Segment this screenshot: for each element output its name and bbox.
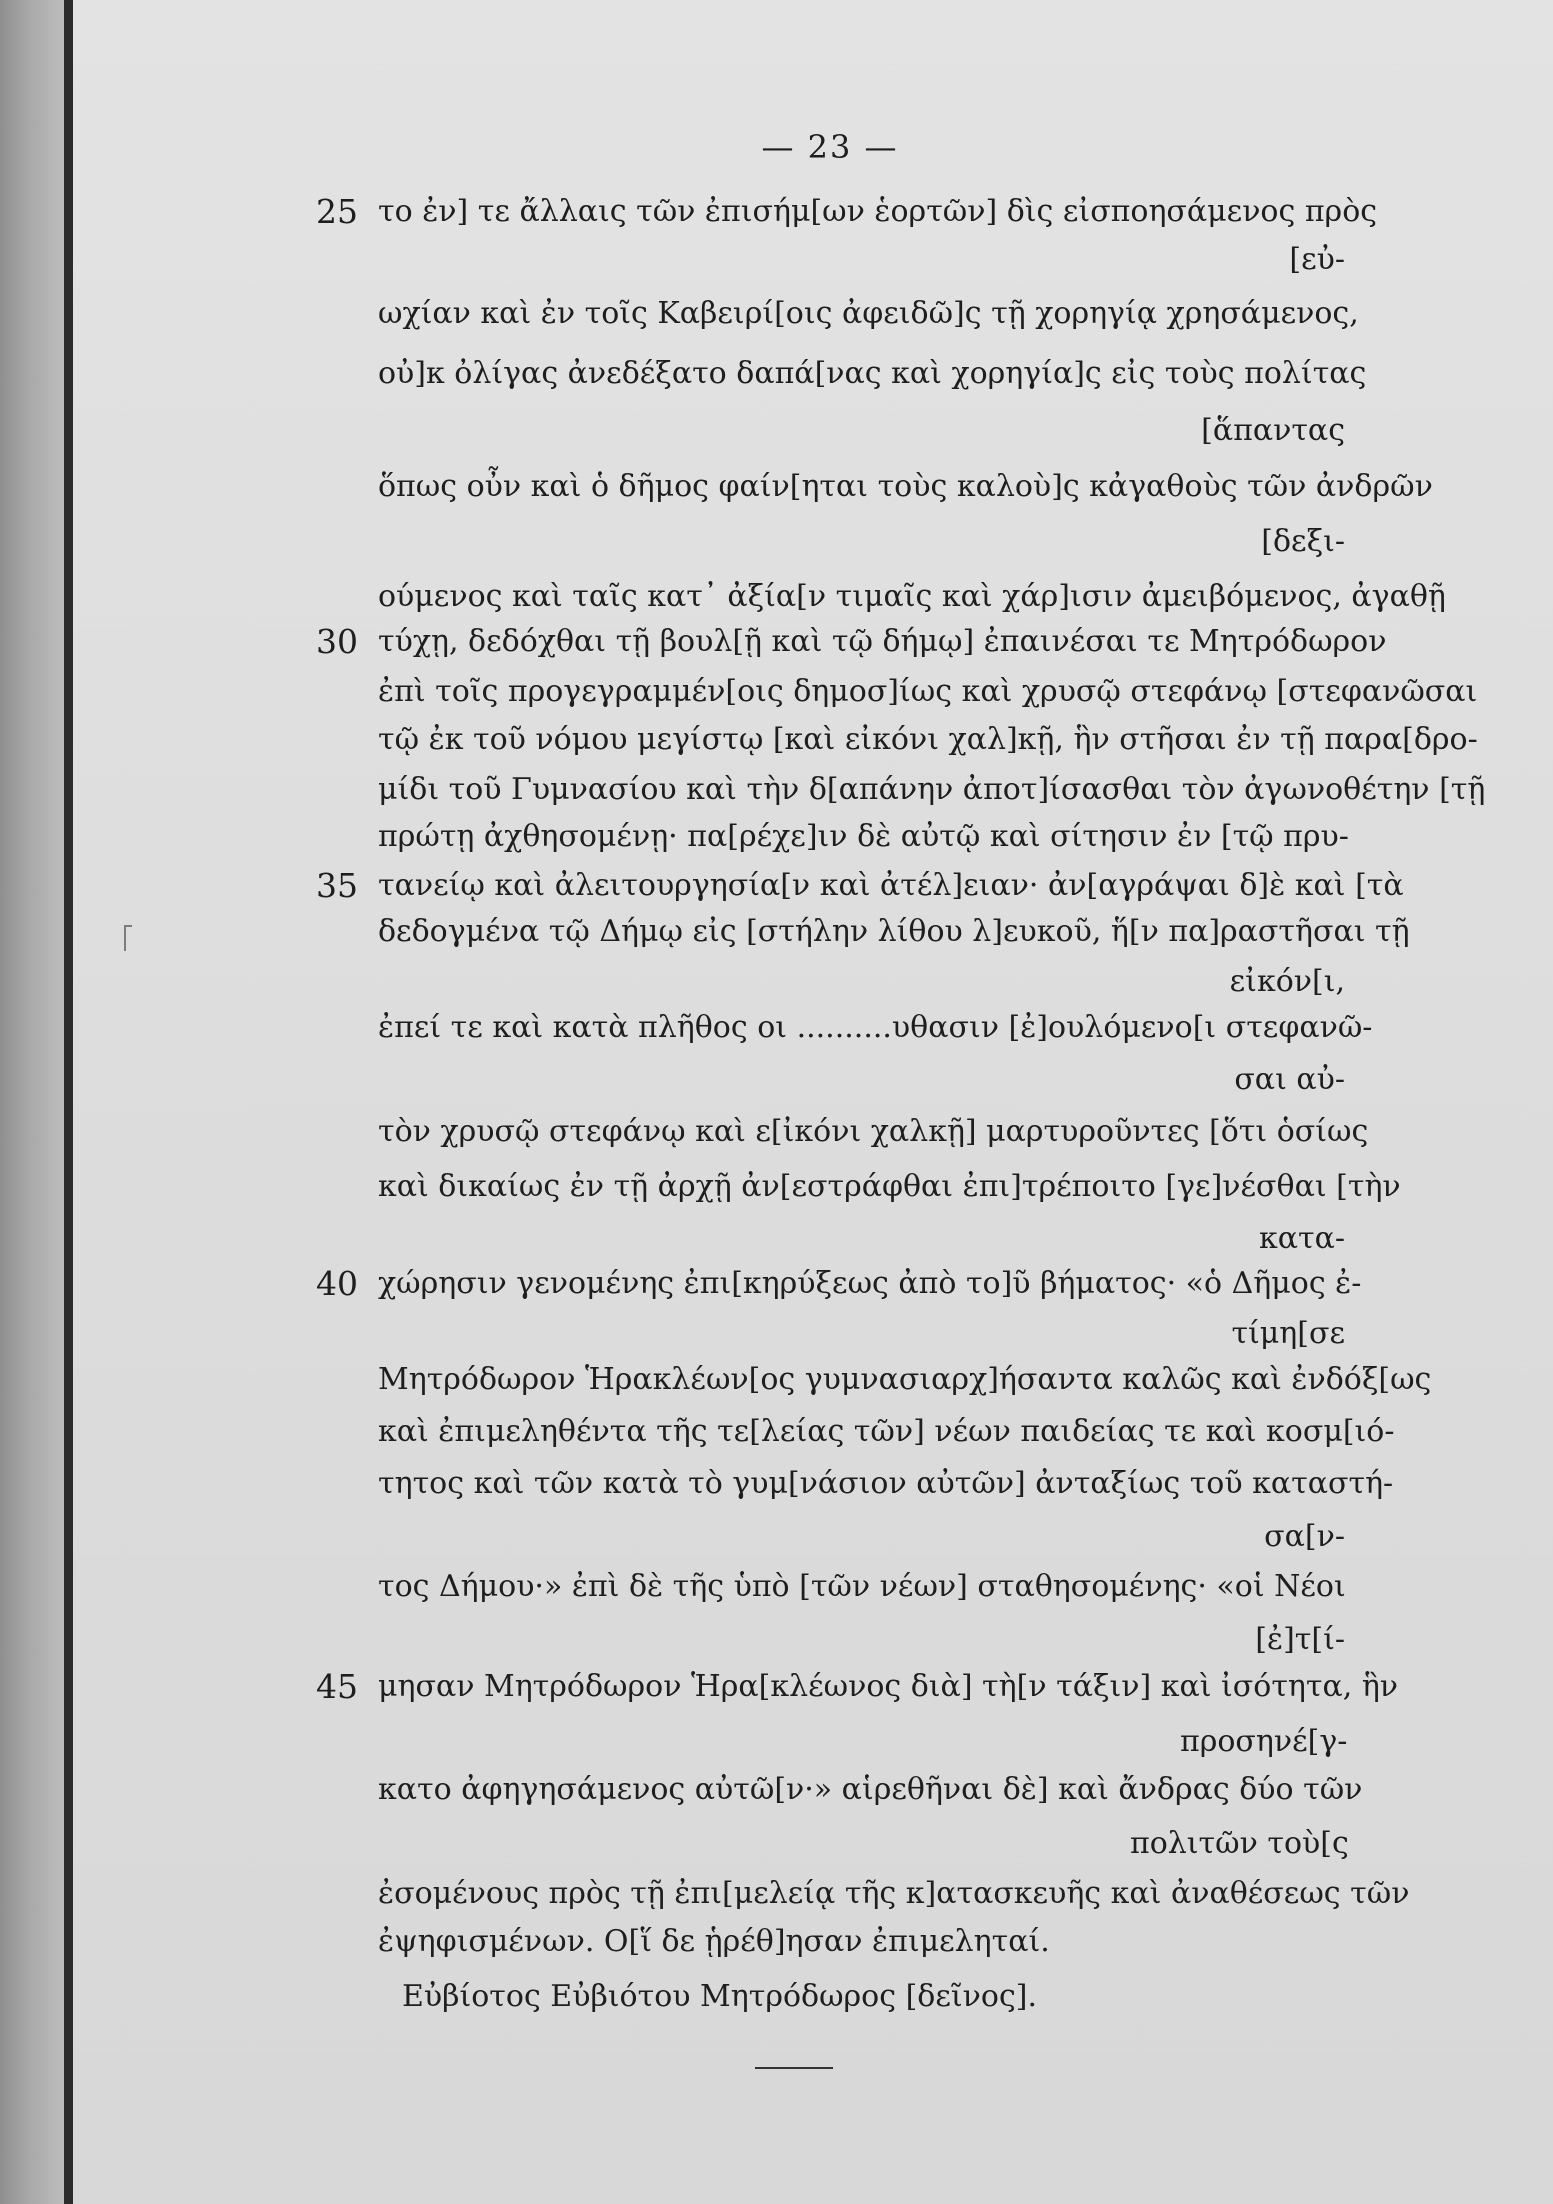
line-text: σαι αὐ-	[1234, 1062, 1345, 1097]
line-text: [εὐ-	[1289, 242, 1345, 277]
line-text: εἰκόν[ι,	[1229, 964, 1345, 999]
line-text: [ἐ]τ[ί-	[1255, 1622, 1345, 1657]
line-text: τητος καὶ τῶν κατὰ τὸ γυμ[νάσιον αὐτῶν] ἀνταξίως τοῦ καταστή-	[378, 1466, 1394, 1501]
line-text: τῷ ἐκ τοῦ νόμου μεγίστῳ [καὶ εἰκόνι χαλ]κῇ, ἣν στῆσαι ἐν τῇ παρα[δρο-	[378, 722, 1478, 757]
line-text: ἐψηφισμένων. Ο[ἵ δε ᾑρέθ]ησαν ἐπιμεληταί.	[378, 1924, 1050, 1959]
text-line	[0, 1358, 1553, 1418]
text-line	[0, 1920, 1553, 1980]
text-line	[0, 1006, 1553, 1066]
line-text: τύχῃ, δεδόχθαι τῇ βουλ[ῇ καὶ τῷ δήμῳ] ἐπαινέσαι τε Μητρόδωρον	[378, 624, 1387, 659]
line-text: σα[ν-	[1264, 1519, 1345, 1554]
text-line	[0, 1768, 1553, 1828]
text-line	[0, 409, 1553, 469]
page-number: — 23 —	[761, 128, 899, 166]
line-text: πολιτῶν τοὺ[ς	[1130, 1826, 1349, 1861]
line-text: κατο ἀφηγησάμενος αὐτῶ[ν·» αἱρεθῆναι δὲ] καὶ ἄνδρας δύο τῶν	[378, 1772, 1363, 1807]
text-line	[0, 352, 1553, 412]
text-line	[0, 1058, 1553, 1118]
line-text: ἐσομένους πρὸς τῇ ἐπι[μελείᾳ τῆς κ]ατασκευῆς καὶ ἀναθέσεως τῶν	[378, 1876, 1410, 1911]
line-text: καὶ δικαίως ἐν τῇ ἀρχῇ ἀν[εστράφθαι ἐπι]τρέποιτο [γε]νέσθαι [τὴν	[378, 1169, 1401, 1204]
line-text: Μητρόδωρον Ἡρακλέων[ος γυμνασιαρχ]ήσαντα καλῶς καὶ ἐνδόξ[ως	[378, 1362, 1432, 1397]
line-text: κατα-	[1258, 1221, 1345, 1256]
text-line	[0, 292, 1553, 352]
line-text: [ἅπαντας	[1201, 413, 1345, 448]
line-text: ὅπως οὖν καὶ ὁ δῆμος φαίν[ηται τοὺς καλοὺ]ς κἀγαθοὺς τῶν ἀνδρῶν	[378, 469, 1433, 504]
text-line	[0, 1665, 1553, 1725]
line-number: 40	[316, 1264, 358, 1303]
line-text: τίμη[σε	[1231, 1316, 1345, 1351]
line-text: ωχίαν καὶ ἐν τοῖς Καβειρί[οις ἀφειδῶ]ς τῇ χορηγίᾳ χρησάμενος,	[378, 296, 1359, 331]
text-line	[0, 1410, 1553, 1470]
text-line	[0, 1462, 1553, 1522]
line-text: το ἐν] τε ἄλλαις τῶν ἐπισήμ[ων ἑορτῶν] δὶς εἰσποησάμενος πρὸς	[378, 194, 1378, 229]
line-text: προσηνέ[γ-	[1180, 1724, 1348, 1759]
text-line	[0, 520, 1553, 580]
text-line	[0, 465, 1553, 525]
line-text: χώρησιν γενομένης ἐπι[κηρύξεως ἀπὸ το]ῦ βήματος· «ὁ Δῆμος ἐ-	[378, 1266, 1362, 1301]
line-text: οὐ]κ ὀλίγας ἀνεδέξατο δαπά[νας καὶ χορηγία]ς εἰς τοὺς πολίτας	[378, 356, 1367, 391]
text-line	[0, 1565, 1553, 1625]
closing-rule	[755, 2067, 833, 2069]
line-text: τὸν χρυσῷ στεφάνῳ καὶ ε[ἰκόνι χαλκῇ] μαρτυροῦντες [ὅτι ὁσίως	[378, 1114, 1369, 1149]
line-text: τανείῳ καὶ ἀλειτουργησία[ν καὶ ἀτέλ]ειαν· ἀν[αγράψαι δ]ὲ καὶ [τὰ	[378, 868, 1404, 903]
line-text: πρώτῃ ἀχθησομένῃ· πα[ρέχε]ιν δὲ αὐτῷ καὶ σίτησιν ἐν [τῷ πρυ-	[378, 819, 1349, 854]
text-line	[0, 1110, 1553, 1170]
line-text: τος Δήμου·» ἐπὶ δὲ τῆς ὑπὸ [τῶν νέων] σταθησομένης· «οἱ Νέοι	[378, 1569, 1346, 1604]
line-text: ἐπεί τε καὶ κατὰ πλῆθος οι ..........υθασιν [ἐ]ουλόμενο[ι στεφανῶ-	[378, 1010, 1373, 1045]
line-text: δεδογμένα τῷ Δήμῳ εἰς [στήλην λίθου λ]ευκοῦ, ἥ[ν πα]ραστῆσαι τῇ	[378, 914, 1410, 949]
line-number: 35	[316, 866, 358, 905]
line-text: Εὐβίοτος Εὐβιότου Μητρόδωρος [δεῖνος].	[402, 1979, 1037, 2014]
line-text: καὶ ἐπιμεληθέντα τῆς τε[λείας τῶν] νέων παιδείας τε καὶ κοσμ[ιό-	[378, 1414, 1395, 1449]
line-text: μίδι τοῦ Γυμνασίου καὶ τὴν δ[απάνην ἀποτ]ίσασθαι τὸν ἀγωνοθέτην [τῇ	[378, 772, 1486, 807]
line-number: 30	[316, 622, 358, 661]
line-text: ἐπὶ τοῖς προγεγραμμέν[οις δημοσ]ίως καὶ χρυσῷ στεφάνῳ [στεφανῶσαι	[378, 674, 1478, 709]
text-line	[0, 1975, 1553, 2035]
line-text: μησαν Μητρόδωρον Ἡρα[κλέωνος διὰ] τὴ[ν τάξιν] καὶ ἰσότητα, ἣν	[378, 1669, 1399, 1704]
text-line	[0, 238, 1553, 298]
line-number: 25	[316, 192, 358, 231]
line-text: [δεξι-	[1261, 524, 1345, 559]
line-text: ούμενος καὶ ταῖς κατ᾽ ἀξία[ν τιμαῖς καὶ χάρ]ισιν ἀμειβόμενος, ἀγαθῇ	[378, 579, 1446, 614]
text-line	[0, 1165, 1553, 1225]
line-number: 45	[316, 1667, 358, 1706]
